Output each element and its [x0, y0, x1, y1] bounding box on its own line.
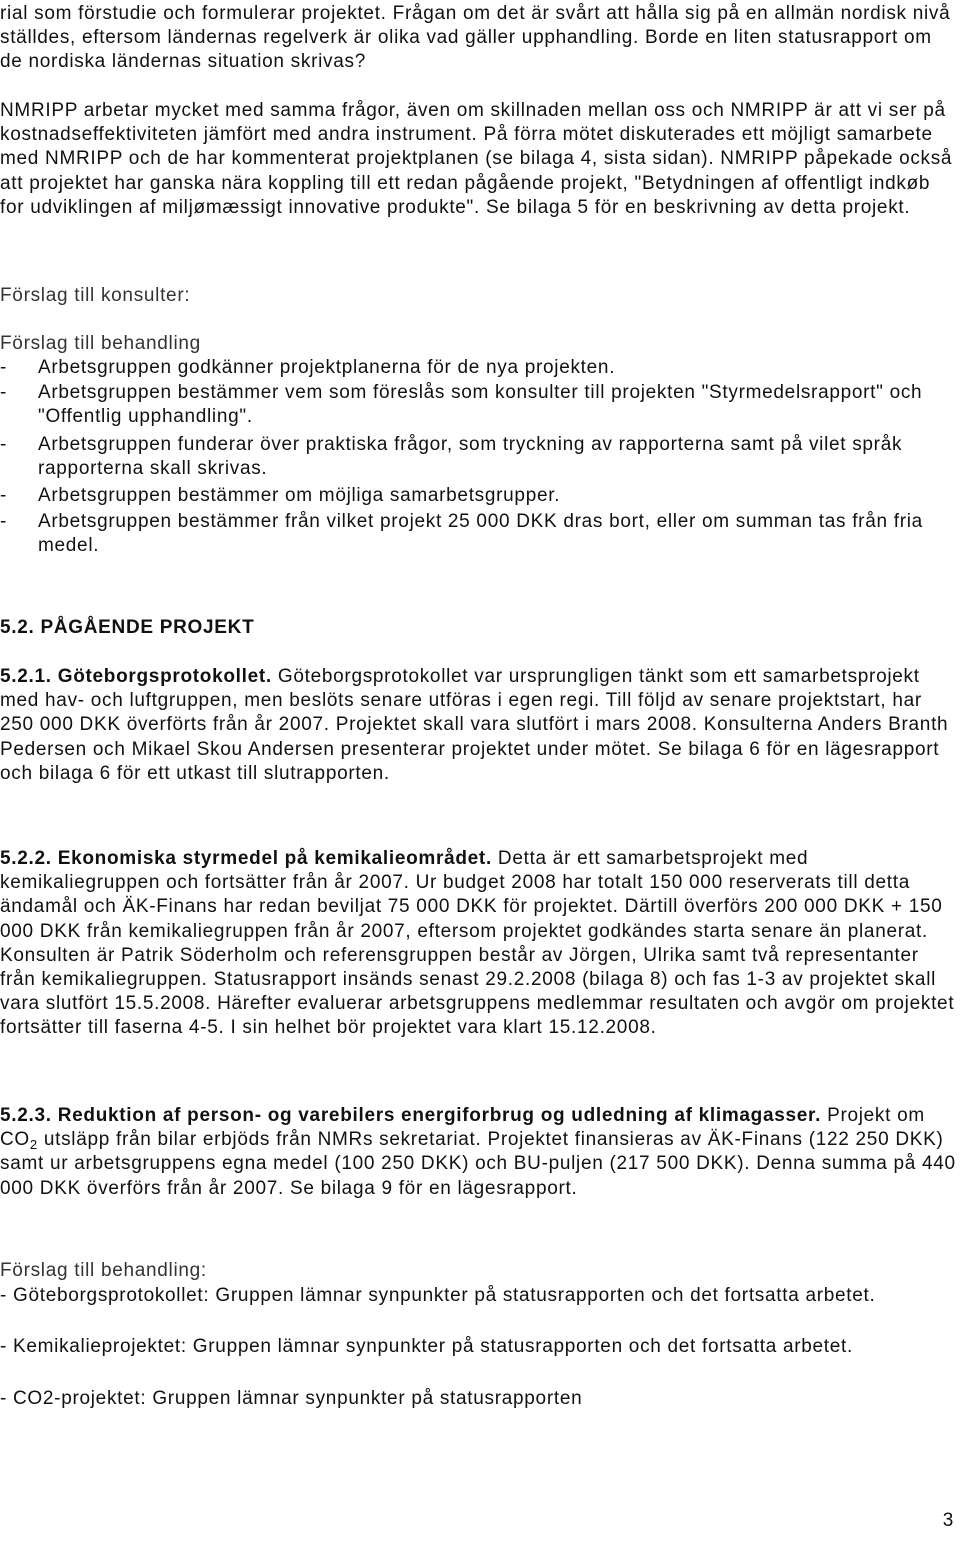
- list-item: [0, 433, 958, 481]
- intro-paragraph-2: NMRIPP arbetar mycket med samma frågor, även om skillnaden mellan oss och NMRIPP är att vi ser på kostnadseffektiviteten jämfört med andra instrument. På förra mötet diskuterades ett möjligt samarbete med NMRIPP och de har kommenterat projektplanen (se bilaga 4, sista sidan). NMRIPP påpekade också att projektet har ganska nära koppling till ett redan pågående projekt, "Betydningen af offentligt indkøb for udviklingen af miljømæssigt innovative produkte". Se bilaga 5 för en beskrivning av detta projekt.: [0, 100, 953, 218]
- subsection-title: 5.2.3. Reduktion af person- og varebilers energiforbrug og udledning af klimagasser.: [0, 1105, 822, 1126]
- subsection-klimagasser: [0, 1104, 958, 1201]
- subsection-kemikalie: [0, 847, 958, 1041]
- list-item-text: Arbetsgruppen godkänner projektplanerna för de nya projekten.: [38, 357, 616, 378]
- list-dash: -: [0, 485, 8, 506]
- intro-paragraph-1: rial som förstudie och formulerar projektet. Frågan om det är svårt att hålla sig på en allmän nordisk nivå ställdes, eftersom ländernas regelverk är olika vad gäller upphandling. Borde en liten statusrapport om de nordiska ländernas situation skrivas?: [0, 3, 951, 73]
- subsection-text: utsläpp från bilar erbjöds från NMRs sekretariat. Projektet finansieras av ÄK-Finans (122 250 DKK) samt ur arbetsgruppens egna medel (100 250 DKK) och BU-puljen (217 500 DKK). Denna summa på 440 000 DKK överförs från år 2007. Se bilaga 9 för en lägesrapport.: [0, 1129, 956, 1199]
- list-item: [0, 510, 958, 558]
- proposal-consultants-heading: Förslag till konsulter:: [0, 285, 191, 306]
- list-item: [0, 381, 958, 429]
- page-number: 3: [942, 1510, 954, 1531]
- section-title: 5.2. PÅGÅENDE PROJEKT: [0, 617, 255, 638]
- list-dash: -: [0, 511, 8, 532]
- list-dash: -: [0, 382, 8, 403]
- list-item-text: Arbetsgruppen funderar över praktiska frågor, som tryckning av rapporterna samt på vilet språk rapporterna skall skrivas.: [38, 434, 903, 480]
- proposal-handling-2-heading: Förslag till behandling:: [0, 1260, 207, 1281]
- co2-subscript: 2: [29, 1137, 38, 1153]
- list-dash: -: [0, 434, 8, 455]
- subsection-text: Detta är ett samarbetsprojekt med kemikaliegruppen och fortsätter från år 2007. Ur budget 2008 har totalt 150 000 reserverats till detta ändamål och ÄK-Finans har redan beviljat 75 000 DKK för projektet. Därtill överförs 200 000 DKK + 150 000 DKK från kemikaliegruppen från år 2007, eftersom projektet godkändes starta senare än planerat. Konsulten är Patrik Söderholm och referensgruppen består av Jörgen, Ulrika samt två representanter från kemikaliegruppen. Statusrapport insänds senast 29.2.2008 (bilaga 8) och fas 1-3 av projektet skall vara slutfört 15.5.2008. Härefter evaluerar arbetsgruppens medlemmar resultaten och avgör om projektet fortsätter till faserna 4-5. I sin helhet bör projektet vara klart 15.12.2008.: [0, 848, 955, 1039]
- list-item: - Kemikalieprojektet: Gruppen lämnar synpunkter på statusrapporten och det fortsatta arbetet.: [0, 1336, 853, 1357]
- subsection-text: Projekt om CO: [0, 1105, 925, 1151]
- subsection-title: 5.2.2. Ekonomiska styrmedel på kemikalieområdet.: [0, 848, 492, 869]
- list-item: [0, 356, 958, 380]
- subsection-title: 5.2.1. Göteborgsprotokollet.: [0, 666, 272, 687]
- proposal-handling-heading: Förslag till behandling: [0, 333, 201, 354]
- list-item: - Göteborgsprotokollet: Gruppen lämnar synpunkter på statusrapporten och det fortsatta arbetet.: [0, 1285, 876, 1306]
- list-item-text: Arbetsgruppen bestämmer om möjliga samarbetsgrupper.: [38, 485, 561, 506]
- list-item: [0, 484, 958, 508]
- list-item-text: Arbetsgruppen bestämmer från vilket projekt 25 000 DKK dras bort, eller om summan tas från fria medel.: [38, 511, 923, 557]
- list-item: - CO2-projektet: Gruppen lämnar synpunkter på statusrapporten: [0, 1388, 583, 1409]
- list-item-text: Arbetsgruppen bestämmer vem som föreslås som konsulter till projekten "Styrmedelsrapport" och "Offentlig upphandling".: [38, 382, 923, 428]
- list-dash: -: [0, 357, 8, 378]
- subsection-text: Göteborgsprotokollet var ursprungligen tänkt som ett samarbetsprojekt med hav- och luftgruppen, men beslöts senare utföras i egen regi. Till följd av senare projektstart, har 250 000 DKK överförts från år 2007. Projektet skall vara slutfört i mars 2008. Konsulterna Anders Branth Pedersen och Mikael Skou Andersen presenterar projektet under mötet. Se bilaga 6 för en lägesrapport och bilaga 6 för ett utkast till slutrapporten.: [0, 666, 949, 784]
- subsection-goteborg: [0, 665, 958, 786]
